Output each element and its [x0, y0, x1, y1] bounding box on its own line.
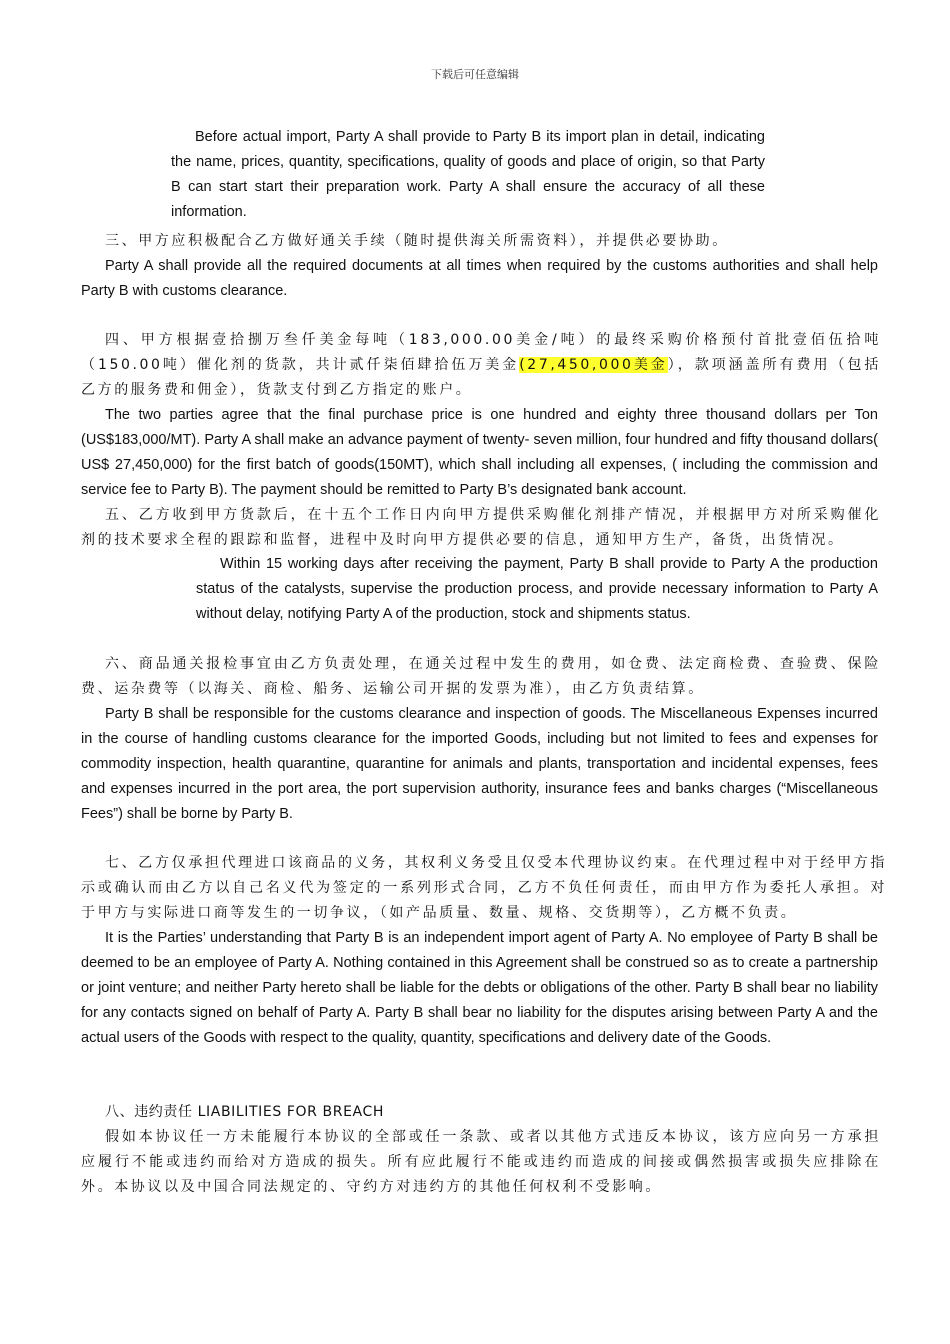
highlighted-amount: (27,450,000美金	[519, 357, 668, 373]
section-7-english: It is the Parties’ understanding that Party B is an independent import agent of Party A. No employee of Party B shall be deemed to be an employee of Party A. Nothing contained in this Agreement shall be construed so as to create a partnership or joint venture; and neither Party hereto shall be liable for the debts or obligations of the other. Party B shall bear no liability for any contacts signed on behalf of Party A. Party B shall bear no liability for the disputes arising between Party A and the actual users of the Goods with respect to the quality, quantity, specifications and delivery date of the Goods.	[81, 930, 878, 1046]
section-4-english: The two parties agree that the final purchase price is one hundred and eighty three thousand dollars per Ton (US$183,000/MT). Party A shall make an advance payment of twenty- seven million, four hundred and fifty thousand dollars( US$ 27,450,000) for the first batch of goods(150MT), which shall including all expenses, ( including the commission and service fee to Party B). The payment should be remitted to Party B’s designated bank account.	[81, 407, 878, 498]
section-6-chinese: 六、商品通关报检事宜由乙方负责处理，在通关过程中发生的费用，如仓费、法定商检费、查验费、保险费、运杂费等（以海关、商检、船务、运输公司开据的发票为准），由乙方负责结算。	[81, 656, 881, 697]
page-header: 下载后可任意编辑	[431, 68, 519, 81]
section-4-chinese-part1: 四、甲方根据壹拾捌万叁仟美金每吨（183,000.00美金/吨）的最终采购价格预付首批壹佰伍拾吨（150.00吨）催化剂的货款，共计贰仟柒佰肆拾伍万美金	[81, 332, 881, 373]
section-4-chinese-part2: ），款项涵盖所有费用（包括乙方的服务费和佣金），货款支付到乙方指定的账户。	[81, 357, 881, 398]
section-5-chinese: 五、乙方收到甲方货款后，在十五个工作日内向甲方提供采购催化剂排产情况，并根据甲方对所采购催化剂的技术要求全程的跟踪和监督，进程中及时向甲方提供必要的信息，通知甲方生产，备货，出货情况。	[81, 507, 881, 548]
section-3-english: Party A shall provide all the required documents at all times when required by the customs authorities and shall help Party B with customs clearance.	[81, 258, 878, 299]
section-6-english: Party B shall be responsible for the customs clearance and inspection of goods. The Miscellaneous Expenses incurred in the course of handling customs clearance for the imported Goods, including but not limited to fees and expenses for commodity inspection, health quarantine, quarantine for animals and plants, transportation and incidental expenses, fees and expenses incurred in the port area, the port supervision authority, insurance fees and banks charges (“Miscellaneous Fees”) shall be borne by Party B.	[81, 706, 878, 822]
section-5-english: Within 15 working days after receiving the payment, Party B shall provide to Party A the production status of the catalysts, supervise the production process, and provide necessary information to Party A without delay, notifying Party A of the production, stock and shipments status.	[196, 556, 878, 622]
section-8-chinese: 假如本协议任一方未能履行本协议的全部或任一条款、或者以其他方式违反本协议，该方应向另一方承担应履行不能或违约而给对方造成的损失。所有应此履行不能或违约而造成的间接或偶然损害或损失应排除在外。本协议以及中国合同法规定的、守约方对违约方的其他任何权利不受影响。	[81, 1129, 881, 1195]
section-7-chinese: 七、乙方仅承担代理进口该商品的义务，其权利义务受且仅受本代理协议约束。在代理过程中对于经甲方指示或确认而由乙方以自己名义代为签定的一系列形式合同，乙方不负任何责任，而由甲方作为委托人承担。对于甲方与实际进口商等发生的一切争议，（如产品质量、数量、规格、交货期等），乙方概不负责。	[81, 855, 887, 921]
section-8-heading: 八、违约责任 LIABILITIES FOR BREACH	[105, 1104, 384, 1120]
section-4-chinese	[81, 328, 881, 403]
section-2-english: Before actual import, Party A shall provide to Party B its import plan in detail, indicating the name, prices, quantity, specifications, quality of goods and place of origin, so that Party B can start start their preparation work. Party A shall ensure the accuracy of all these information.	[171, 129, 765, 220]
section-3-chinese: 三、甲方应积极配合乙方做好通关手续（随时提供海关所需资料），并提供必要协助。	[105, 233, 729, 249]
